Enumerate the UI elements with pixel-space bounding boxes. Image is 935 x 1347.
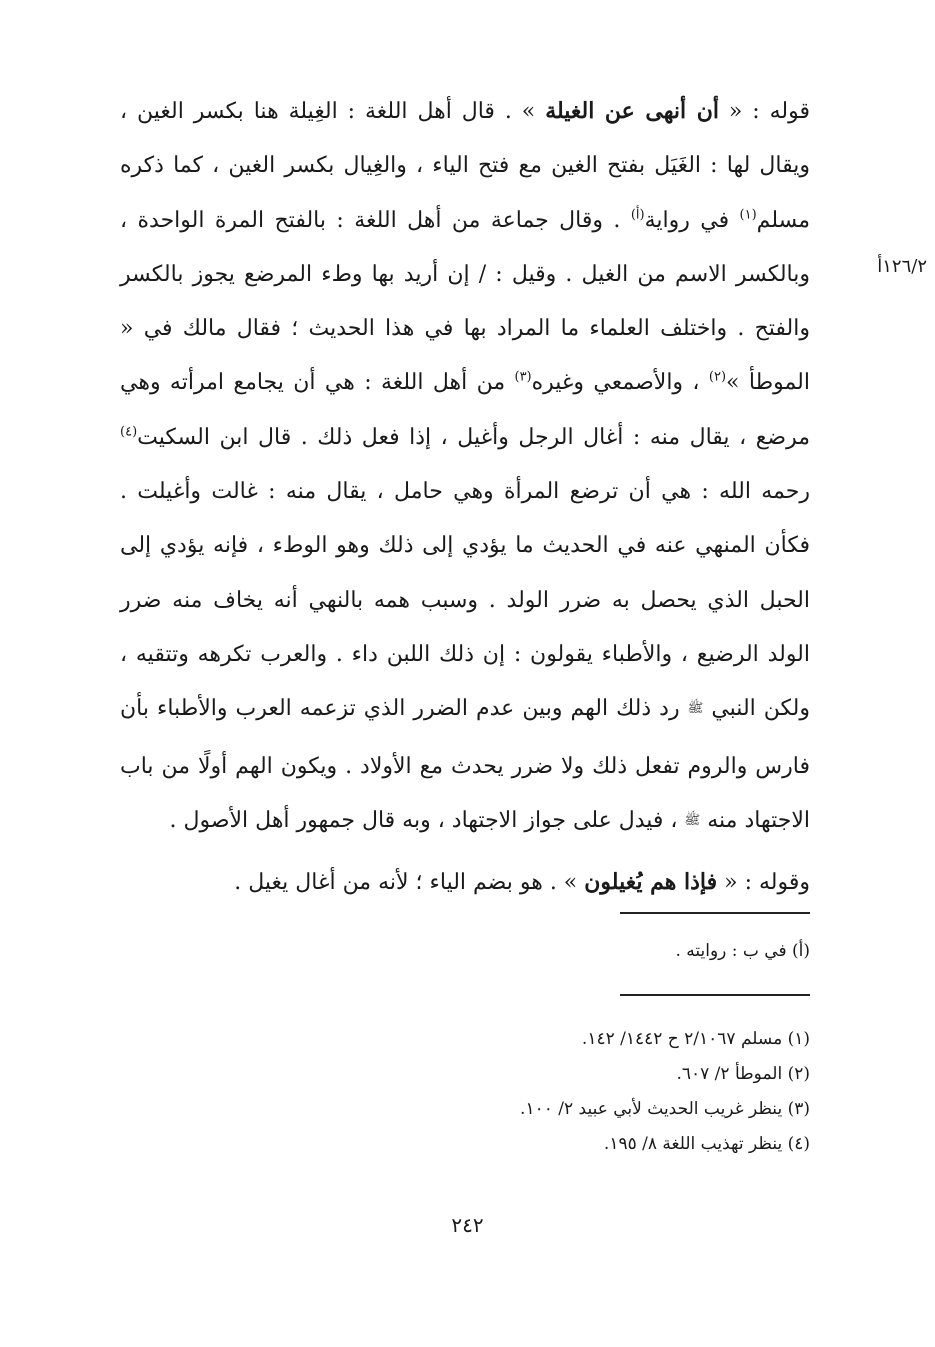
text-segment: » . قال أهل اللغة : الغِيلة هنا بكسر الغين ، ويقال لها : الغَيَل بفتح الغين مع فتح الياء ، والغِيال بكسر الغين ، كما ذكره مسلم	[120, 99, 811, 233]
footnote-item: (٢) الموطأ ٢/ ٦٠٧.	[676, 1064, 810, 1084]
footnote-ref[interactable]: (١)	[739, 207, 757, 223]
variant-ref[interactable]: (أ)	[630, 207, 645, 223]
text-segment: . وقال جماعة من أهل اللغة : بالفتح المرة الواحدة ، وبالكسر الاسم من الغيل . وقيل : / إن أريد بها وطء المرضع يجوز بالكسر والفتح . واختلف العلماء ما المراد بها في هذا الحديث ؛ فقال مالك في « الموطأ »	[120, 207, 810, 396]
text-segment: وقوله : «	[717, 870, 810, 895]
manuscript-folio-marker: ١٢٦/٢أ	[877, 256, 927, 277]
footnotes	[310, 1022, 810, 1162]
text-segment: في رواية	[644, 207, 740, 233]
text-segment: رد ذلك الهم وبين عدم الضرر الذي تزعمه العرب والأطباء بأن فارس والروم تفعل ذلك ولا ضرر يحدث مع الأولاد . ويكون الهم أولًا من باب الاجتهاد منه	[120, 696, 810, 833]
text-segment: قوله : «	[718, 99, 810, 124]
footnote-divider	[620, 994, 810, 996]
footnote-item: (٣) ينظر غريب الحديث لأبي عبيد ٢/ ١٠٠.	[520, 1099, 810, 1119]
footnote-item: (٤) ينظر تهذيب اللغة ٨/ ١٩٥.	[603, 1134, 810, 1154]
footnote-ref[interactable]: (٤)	[120, 424, 138, 440]
footnote-item: (١) مسلم ٢/١٠٦٧ ح ١٤٤٢/ ١٤٢.	[581, 1029, 810, 1049]
variant-divider	[620, 912, 810, 914]
text-segment: رحمه الله : هي أن ترضع المرأة وهي حامل ، يقال منه : غالت وأغيلت . فكأن المنهي عنه في الحديث ما يؤدي إلى ذلك وهو الوطء ، فإنه يؤدي إلى الحبل الذي يحصل به ضرر الولد . وسبب همه بالنهي أنه يخاف منه ضرر الولد الرضيع ، والأطباء يقولون : إن ذلك اللبن داء . والعرب تكرهه وتتقيه ، ولكن النبي	[120, 479, 811, 722]
text-segment: من أهل اللغة : هي أن يجامع امرأته وهي مرضع ، يقال منه : أغال الرجل وأغيل ، إذا فعل ذلك . قال ابن السكيت	[120, 370, 811, 450]
page-number: ٢٤٢	[451, 1213, 484, 1237]
hadith-quote: أن أنهى عن الغيلة	[545, 98, 719, 124]
salutation-glyph: ﷺ	[687, 701, 704, 717]
footnote-ref[interactable]: (٢)	[708, 370, 727, 386]
footnote-ref[interactable]: (٣)	[514, 370, 532, 386]
text-segment: ، فيدل على جواز الاجتهاد ، وبه قال جمهور أهل الأصول .	[169, 807, 685, 833]
salutation-glyph: ﷺ	[684, 812, 701, 828]
commentary-paragraph	[120, 84, 810, 851]
commentary-paragraph-2	[120, 855, 810, 910]
hadith-quote: فإذا هم يُغيلون	[584, 869, 718, 895]
variant-note: (أ) في ب : روايته .	[675, 941, 810, 961]
text-segment: ، والأصمعي وغيره	[531, 370, 709, 396]
text-segment: » . هو بضم الياء ؛ لأنه من أغال يغيل .	[234, 870, 585, 895]
